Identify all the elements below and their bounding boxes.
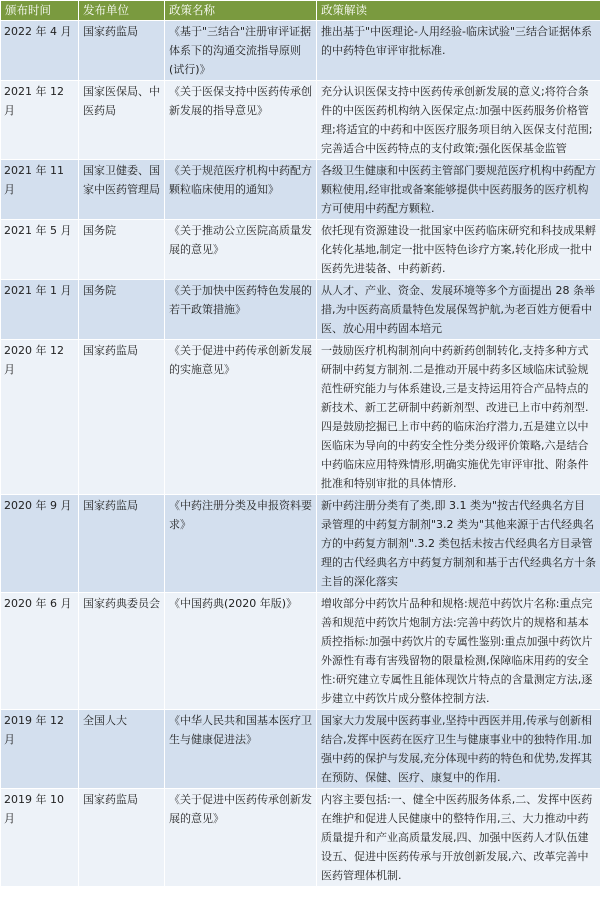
cell-summary: 从人才、产业、资金、发展环境等多个方面提出 28 条举措,为中医药高质量特色发展保驾护航,为老百姓方便看中医、放心用中药固本培元 (317, 280, 600, 340)
table-row (1, 710, 600, 789)
table-row (1, 280, 600, 340)
header-issuer: 发布单位 (79, 1, 165, 21)
cell-issuer: 国家药监局 (79, 789, 165, 887)
cell-date: 2021 年 12 月 (1, 81, 79, 160)
cell-summary: 各级卫生健康和中医药主管部门要规范医疗机构中药配方颗粒使用,经审批或备案能够提供中医药服务的医疗机构方可使用中药配方颗粒. (317, 160, 600, 220)
cell-issuer: 国家药监局 (79, 21, 165, 81)
cell-policy-name: 《中药注册分类及申报资料要求》 (165, 495, 317, 593)
header-summary: 政策解读 (317, 1, 600, 21)
cell-issuer: 国家药监局 (79, 340, 165, 495)
table-row (1, 160, 600, 220)
cell-policy-name: 《关于规范医疗机构中药配方颗粒临床使用的通知》 (165, 160, 317, 220)
cell-policy-name: 《中华人民共和国基本医疗卫生与健康促进法》 (165, 710, 317, 789)
table-row (1, 81, 600, 160)
cell-date: 2020 年 12 月 (1, 340, 79, 495)
cell-issuer: 国家卫健委、国家中医药管理局 (79, 160, 165, 220)
cell-policy-name: 《关于促进中药传承创新发展的实施意见》 (165, 340, 317, 495)
cell-summary: 国家大力发展中医药事业,坚持中西医并用,传承与创新相结合,发挥中医药在医疗卫生与健康事业中的独特作用.加强中药的保护与发展,充分体现中药的特色和优势,发挥其在预防、保健、医疗、康复中的作用. (317, 710, 600, 789)
cell-issuer: 国家医保局、中医药局 (79, 81, 165, 160)
cell-summary: 增收部分中药饮片品种和规格:规范中药饮片名称:重点完善和规范中药饮片炮制方法:完善中药饮片的规格和基本质控指标:加强中药饮片的专属性鉴别:重点加强中药饮片外源性有毒有害残留物的限量检测,保障临床用药的安全性:研究建立专属性且能体现饮片特点的含量测定方法,逐步建立中药饮片成分整体控制方法. (317, 593, 600, 710)
table-row (1, 220, 600, 280)
header-date: 颁布时间 (1, 1, 79, 21)
table-row (1, 21, 600, 81)
cell-issuer: 国家药典委员会 (79, 593, 165, 710)
cell-summary: 一鼓励医疗机构制剂向中药新药创制转化,支持多种方式研制中药复方制剂.二是推动开展中药多区域临床试验规范性研究能力与体系建设,三是支持运用符合产品特点的新技术、新工艺研制中药新剂型、改进已上市中药剂型.四是鼓励挖掘已上市中药的临床治疗潜力,五是建立以中医临床为导向的中药安全性分类分级评价策略,六是结合中药临床应用特殊情形,明确实施优先审评审批、附条件批准和特别审批的具体情形. (317, 340, 600, 495)
table-row (1, 495, 600, 593)
cell-issuer: 国家药监局 (79, 495, 165, 593)
table-body (1, 21, 600, 887)
cell-date: 2021 年 1 月 (1, 280, 79, 340)
cell-summary: 内容主要包括:一、健全中医药服务体系,二、发挥中医药在维护和促进人民健康中的整特作用,三、大力推动中药质量提升和产业高质量发展,四、加强中医药人才队伍建设五、促进中医药传承与开放创新发展,六、改革完善中医药管理体机制. (317, 789, 600, 887)
cell-summary: 依托现有资源建设一批国家中医药临床研究和科技成果孵化转化基地,制定一批中医特色诊疗方案,转化形成一批中医药先进装备、中药新药. (317, 220, 600, 280)
table-row (1, 340, 600, 495)
cell-date: 2021 年 5 月 (1, 220, 79, 280)
cell-policy-name: 《基于"三结合"注册审评证据体系下的沟通交流指导原则(试行)》 (165, 21, 317, 81)
cell-summary: 新中药注册分类有了类,即 3.1 类为"按古代经典名方目录管理的中药复方制剂"3.2 类为"其他来源于古代经典名方的中药复方制剂".3.2 类包括未按古代经典名方目录管理的古代经典名方中药复方制剂和基于古代经典名方十条主旨的深化落实 (317, 495, 600, 593)
cell-date: 2020 年 9 月 (1, 495, 79, 593)
cell-issuer: 国务院 (79, 280, 165, 340)
cell-summary: 推出基于"中医理论-人用经验-临床试验"三结合证据体系的中药特色审评审批标准. (317, 21, 600, 81)
cell-policy-name: 《关于医保支持中医药传承创新发展的指导意见》 (165, 81, 317, 160)
table-row (1, 593, 600, 710)
cell-policy-name: 《关于加快中医药特色发展的若干政策措施》 (165, 280, 317, 340)
table-row (1, 789, 600, 887)
cell-issuer: 国务院 (79, 220, 165, 280)
cell-date: 2022 年 4 月 (1, 21, 79, 81)
cell-policy-name: 《关于促进中医药传承创新发展的意见》 (165, 789, 317, 887)
cell-summary: 充分认识医保支持中医药传承创新发展的意义;将符合条件的中医医药机构纳入医保定点:加强中医药服务价格管理;将适宜的中药和中医医疗服务项目纳入医保支付范围;完善适合中医药特点的支付政策;强化医保基金监管 (317, 81, 600, 160)
cell-date: 2020 年 6 月 (1, 593, 79, 710)
cell-date: 2019 年 10 月 (1, 789, 79, 887)
cell-date: 2019 年 12 月 (1, 710, 79, 789)
cell-policy-name: 《关于推动公立医院高质量发展的意见》 (165, 220, 317, 280)
header-policy-name: 政策名称 (165, 1, 317, 21)
cell-date: 2021 年 11 月 (1, 160, 79, 220)
cell-policy-name: 《中国药典(2020 年版)》 (165, 593, 317, 710)
cell-issuer: 全国人大 (79, 710, 165, 789)
table-header-row (1, 1, 600, 21)
